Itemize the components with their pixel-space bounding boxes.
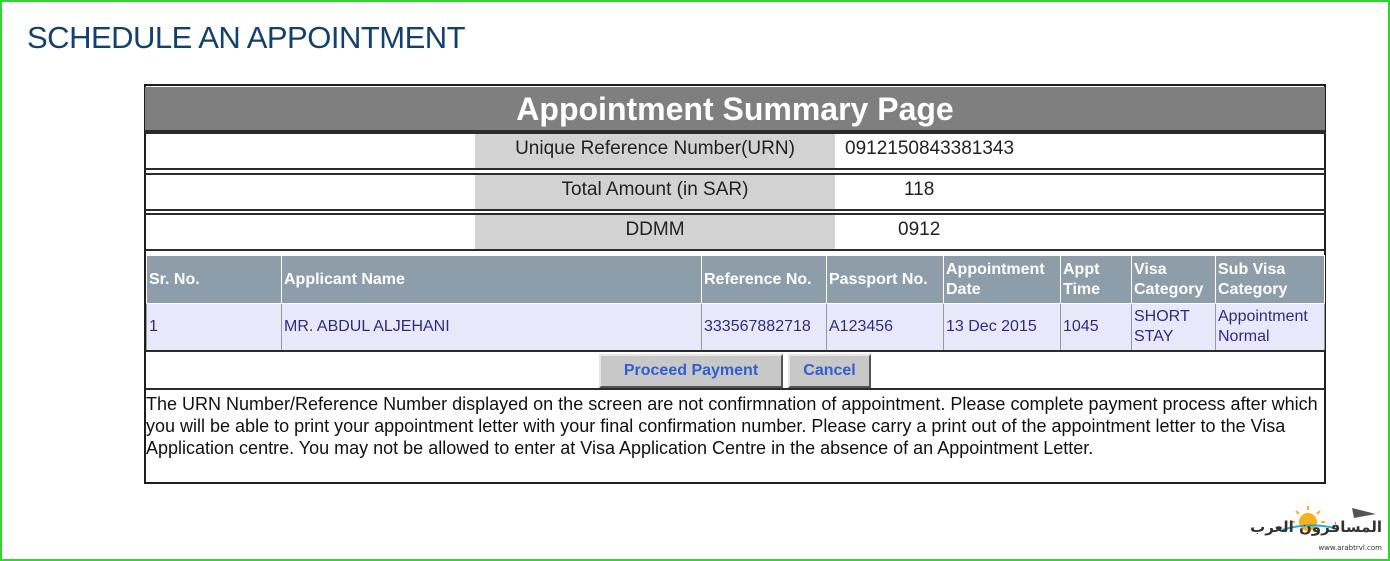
cell-sub-visa-category: Appointment Normal	[1216, 304, 1325, 351]
page-title: SCHEDULE AN APPOINTMENT	[27, 20, 466, 55]
cell-appt-time: 1045	[1061, 304, 1132, 351]
col-sr-no: Sr. No.	[147, 256, 282, 304]
col-appt-time: Appt Time	[1061, 256, 1132, 304]
col-appointment-date: Appointment Date	[944, 256, 1061, 304]
ddmm-row	[145, 213, 1325, 251]
ddmm-value: 0912	[898, 219, 941, 240]
sun-logo-icon	[1250, 500, 1386, 556]
amount-row	[145, 173, 1325, 211]
cell-appointment-date: 13 Dec 2015	[944, 304, 1061, 351]
col-reference-no: Reference No.	[702, 256, 827, 304]
cell-reference-no: 333567882718	[702, 304, 827, 351]
urn-row	[145, 132, 1325, 170]
watermark-url-text: www.arabtrvl.com	[1318, 544, 1382, 552]
proceed-payment-button[interactable]: Proceed Payment	[599, 354, 783, 388]
urn-value: 0912150843381343	[845, 138, 1015, 159]
col-applicant-name: Applicant Name	[282, 256, 702, 304]
col-sub-visa-category: Sub Visa Category	[1216, 256, 1325, 304]
cell-applicant-name: MR. ABDUL ALJEHANI	[282, 304, 702, 351]
cell-passport-no: A123456	[827, 304, 944, 351]
amount-label: Total Amount (in SAR)	[475, 175, 835, 209]
ddmm-label: DDMM	[475, 215, 835, 249]
amount-value: 118	[904, 179, 935, 200]
urn-label: Unique Reference Number(URN)	[475, 134, 835, 168]
action-row	[145, 350, 1325, 390]
disclaimer-note: The URN Number/Reference Number displayed on the screen are not confirmnation of appointment. Please complete payment process after which you will be able to print your appointment letter with your final confirmation number. Please carry a print out of the appointment letter to the Visa Application centre. You may not be allowed to enter at Visa Application Centre in the absence of an Appointment Letter.	[146, 394, 1318, 458]
watermark-arabic-text: المسافرون العرب	[1250, 518, 1382, 536]
table-header-row	[147, 256, 1325, 304]
cancel-button[interactable]: Cancel	[788, 354, 871, 388]
col-passport-no: Passport No.	[827, 256, 944, 304]
col-visa-category: Visa Category	[1132, 256, 1216, 304]
cell-sr-no: 1	[147, 304, 282, 351]
cell-visa-category: SHORT STAY	[1132, 304, 1216, 351]
watermark-logo	[1250, 500, 1386, 556]
summary-header: Appointment Summary Page	[145, 87, 1325, 132]
table-row	[147, 304, 1325, 351]
applicants-table	[146, 255, 1325, 351]
